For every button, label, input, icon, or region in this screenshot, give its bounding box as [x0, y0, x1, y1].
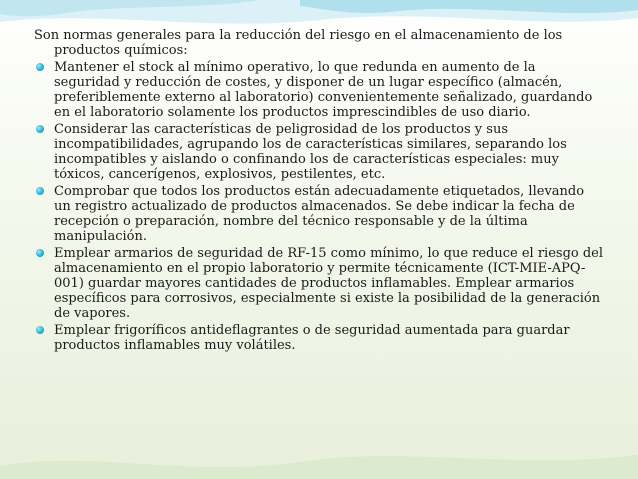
intro-text: Son normas generales para la reducción del riesgo en el almacenamiento de los productos químicos: [34, 28, 563, 58]
slide-body [34, 28, 604, 355]
list-item-text: Emplear frigoríficos antideflagrantes o de seguridad aumentada para guardar productos inflamables muy volátiles. [54, 323, 570, 353]
list-item-text: Considerar las características de peligrosidad de los productos y sus incompatibilidades, agrupando los de características similares, separando los incompatibles y aislando o confinando los de características especiales: muy tóxicos, cancerígenos, explosivos, pestilentes, etc. [54, 122, 567, 182]
list-item-text: Comprobar que todos los productos están adecuadamente etiquetados, llevando un registro actualizado de productos almacenados. Se debe indicar la fecha de recepción o preparación, nombre del técnico responsable y de la última manipulación. [54, 184, 585, 244]
list-item [34, 60, 604, 120]
bullet-icon [36, 249, 44, 257]
list-item [34, 323, 604, 353]
list-item [34, 246, 604, 321]
bullet-icon [36, 63, 44, 71]
rules-list [34, 60, 604, 353]
list-item [34, 122, 604, 182]
bullet-icon [36, 326, 44, 334]
bullet-icon [36, 125, 44, 133]
bullet-icon [36, 187, 44, 195]
list-item-text: Emplear armarios de seguridad de RF-15 como mínimo, lo que reduce el riesgo del almacenamiento en el propio laboratorio y permite técnicamente (ICT-MIE-APQ-001) guardar mayores cantidades de productos inflamables. Emplear armarios específicos para corrosivos, especialmente si existe la posibilidad de la generación de vapores. [54, 246, 604, 321]
list-item-text: Mantener el stock al mínimo operativo, lo que redunda en aumento de la seguridad y reducción de costes, y disponer de un lugar específico (almacén, preferiblemente externo al laboratorio) convenientemente señalizado, guardando en el laboratorio solamente los productos imprescindibles de uso diario. [54, 60, 593, 120]
list-item [34, 184, 604, 244]
